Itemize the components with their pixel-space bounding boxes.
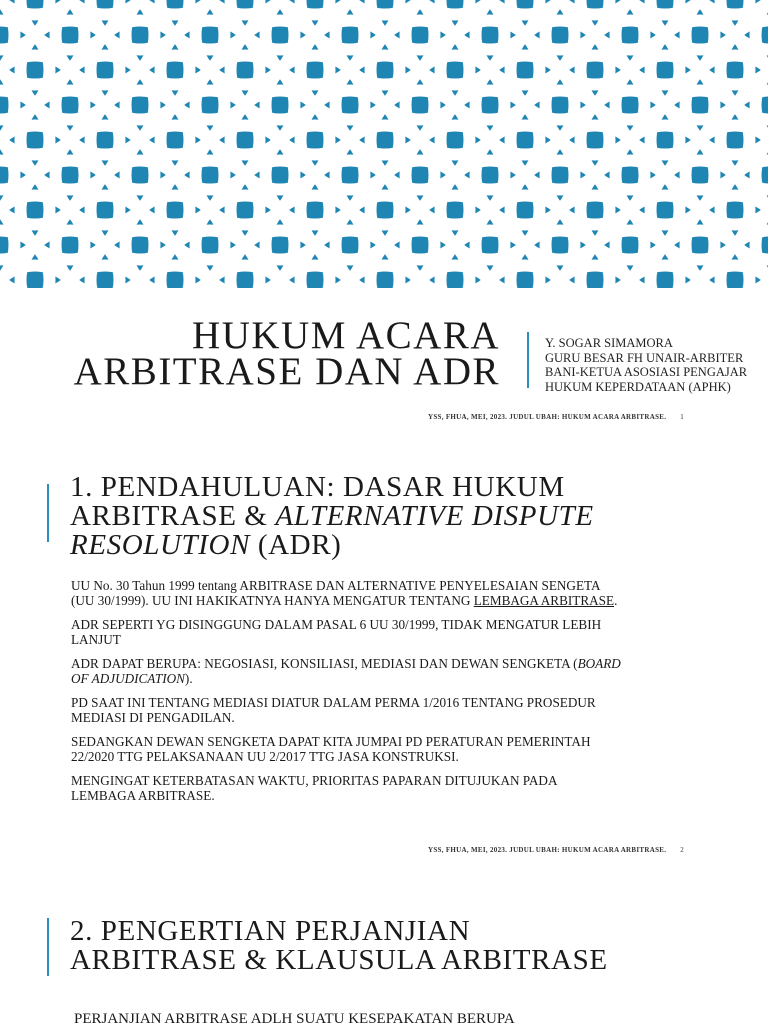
author-block	[545, 336, 747, 394]
paragraph-text: (UU 30/1999). UU INI HAKIKATNYA HANYA MENGATUR TENTANG	[71, 593, 474, 608]
paragraph-adr-forms	[71, 656, 691, 686]
underlined-text: LEMBAGA ARBITRASE	[473, 593, 615, 608]
slide-2-footer	[428, 846, 684, 854]
page-number: 1	[680, 413, 685, 421]
title-divider	[527, 332, 529, 388]
heading-line-2	[70, 502, 594, 531]
title-line-2: ARBITRASE DAN ADR	[73, 350, 500, 393]
heading-italic-text: RESOLUTION	[70, 529, 251, 561]
slide-3-body-text: PERJANJIAN ARBITRASE ADLH SUATU KESEPAKATAN BERUPA	[74, 1011, 515, 1027]
heading-text: (ADR)	[250, 529, 342, 561]
italic-text: OF ADJUDICATION	[71, 671, 185, 686]
heading-accent-bar	[47, 918, 49, 976]
paragraph-text: MEDIASI DI PENGADILAN.	[71, 710, 235, 725]
paragraph-mediasi	[71, 695, 691, 725]
paragraph-text: MENGINGAT KETERBATASAN WAKTU, PRIORITAS PAPARAN DITUJUKAN PADA	[71, 773, 558, 788]
author-line-2: GURU BESAR FH UNAIR-ARBITER	[545, 350, 744, 365]
paragraph-prioritas	[71, 773, 691, 803]
footer-text: YSS, FHUA, MEI, 2023. JUDUL UBAH: HUKUM ACARA ARBITRASE.	[428, 846, 667, 854]
title-line-1: HUKUM ACARA	[192, 314, 500, 357]
paragraph-text: LEMBAGA ARBITRASE.	[71, 788, 215, 803]
paragraph-text: UU No. 30 Tahun 1999 tentang ARBITRASE DAN ALTERNATIVE PENYELESAIAN SENGETA	[71, 578, 601, 593]
heading-line-3	[70, 531, 594, 560]
paragraph-text: LANJUT	[71, 632, 121, 647]
heading-line-1: 1. PENDAHULUAN: DASAR HUKUM	[70, 471, 565, 503]
paragraph-dewan-sengketa	[71, 734, 691, 764]
paragraph-text: ).	[184, 671, 193, 686]
patterned-banner	[0, 0, 768, 288]
heading-text: ARBITRASE &	[70, 500, 276, 532]
slide-1-footer	[428, 413, 684, 421]
author-line-1: Y. SOGAR SIMAMORA	[545, 336, 673, 350]
slide-2-heading	[70, 473, 594, 560]
heading-italic-text: ALTERNATIVE DISPUTE	[275, 500, 594, 532]
paragraph-uu-30-1999	[71, 578, 691, 608]
page-number: 2	[680, 846, 685, 854]
paragraph-text: PD SAAT INI TENTANG MEDIASI DIATUR DALAM PERMA 1/2016 TENTANG PROSEDUR	[71, 695, 596, 710]
interlocking-circles-pattern	[0, 0, 768, 288]
presentation-title	[73, 314, 500, 393]
heading-line-2: ARBITRASE & KLAUSULA ARBITRASE	[70, 944, 608, 976]
paragraph-text: .	[614, 593, 618, 608]
italic-text: BOARD	[577, 656, 621, 671]
paragraph-text: ADR SEPERTI YG DISINGGUNG DALAM PASAL 6 UU 30/1999, TIDAK MENGATUR LEBIH	[71, 617, 602, 632]
slide-2-body	[71, 578, 691, 812]
paragraph-text: SEDANGKAN DEWAN SENGKETA DAPAT KITA JUMPAI PD PERATURAN PEMERINTAH	[71, 734, 591, 749]
author-line-4: HUKUM KEPERDATAAN (APHK)	[545, 379, 731, 394]
heading-accent-bar	[47, 484, 49, 542]
paragraph-text: ADR DAPAT BERUPA: NEGOSIASI, KONSILIASI, MEDIASI DAN DEWAN SENGKETA (	[71, 656, 578, 671]
author-line-3: BANI-KETUA ASOSIASI PENGAJAR	[545, 365, 748, 380]
paragraph-text: 22/2020 TTG PELAKSANAAN UU 2/2017 TTG JASA KONSTRUKSI.	[71, 749, 459, 764]
heading-line-1: 2. PENGERTIAN PERJANJIAN	[70, 915, 471, 947]
footer-text: YSS, FHUA, MEI, 2023. JUDUL UBAH: HUKUM ACARA ARBITRASE.	[428, 413, 667, 421]
paragraph-adr-pasal-6	[71, 617, 691, 647]
slide-3-heading	[70, 917, 608, 975]
